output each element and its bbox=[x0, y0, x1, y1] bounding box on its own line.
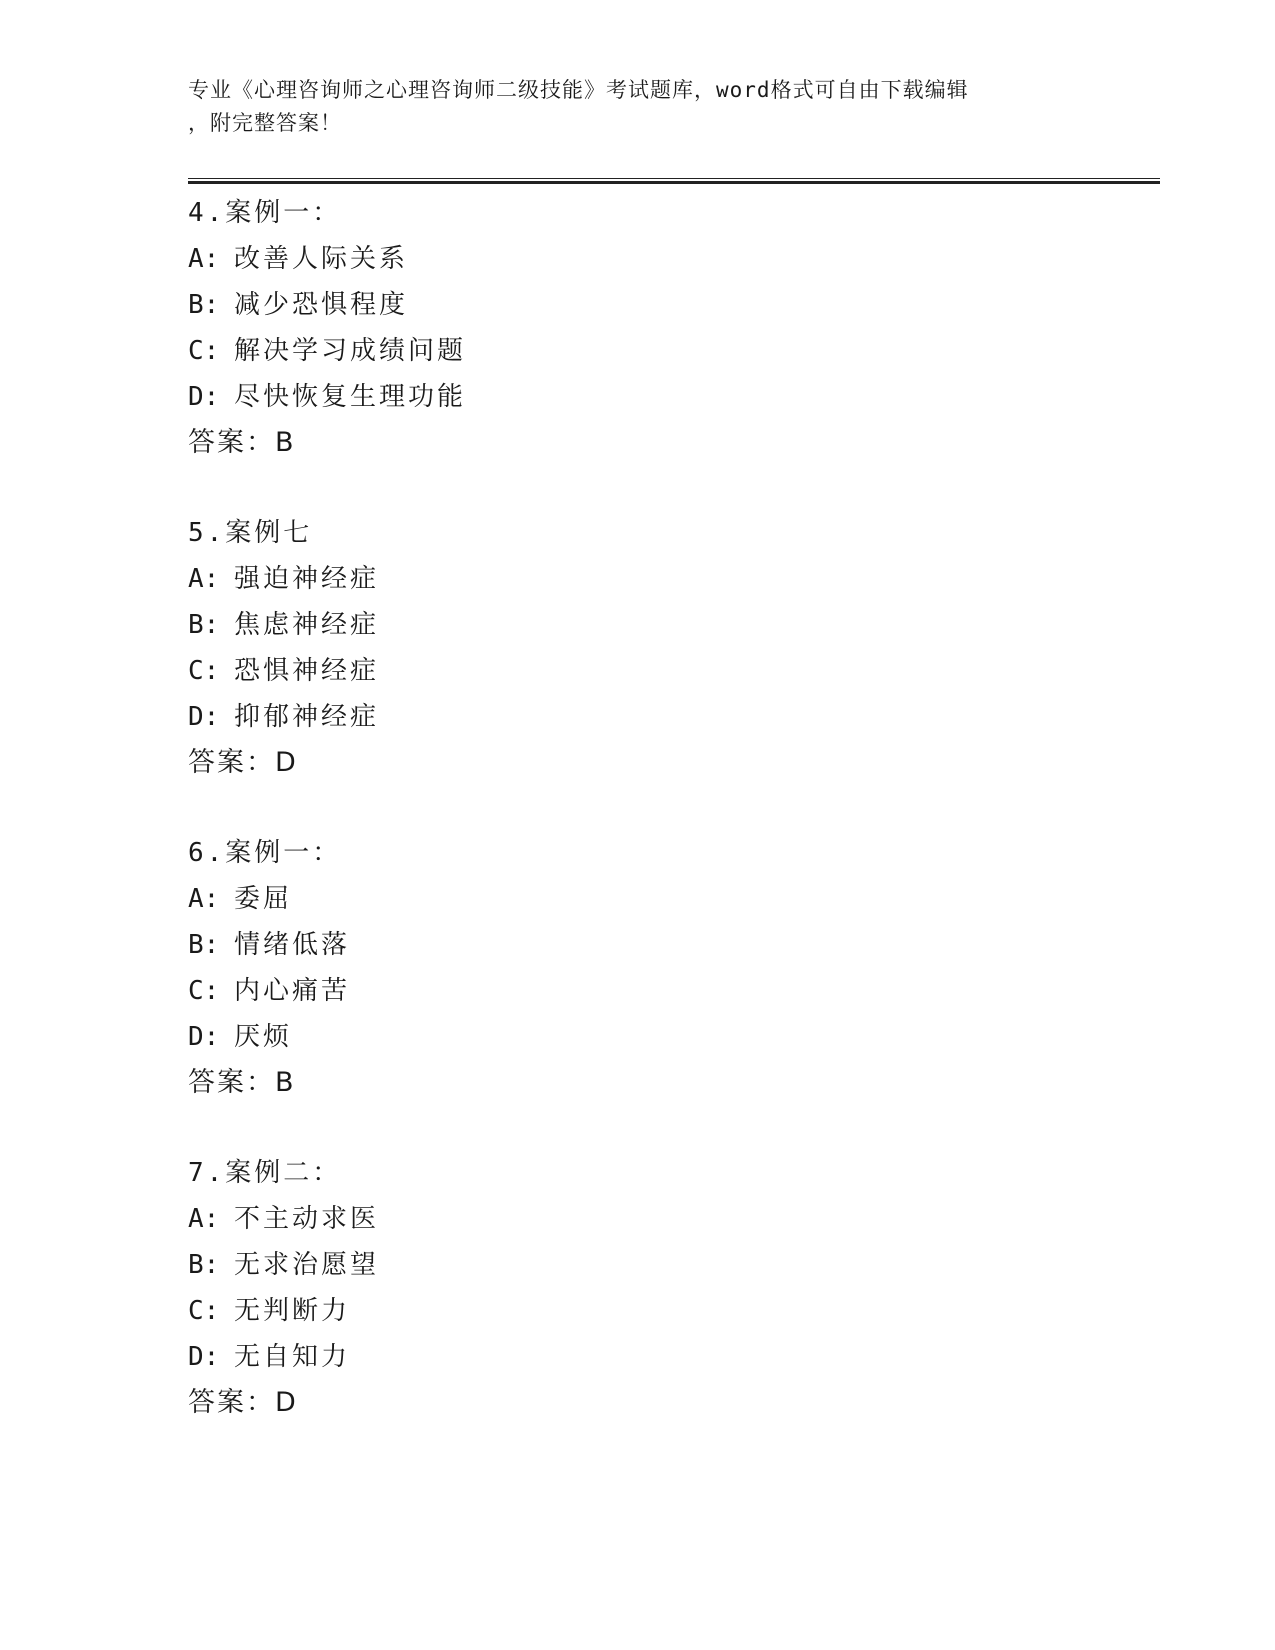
option-a bbox=[188, 876, 466, 922]
option-letter: B: bbox=[188, 930, 220, 960]
option-c bbox=[188, 1288, 466, 1334]
option-letter: C: bbox=[188, 1296, 220, 1326]
option-text: 无判断力 bbox=[234, 1296, 351, 1326]
option-letter: D: bbox=[188, 1022, 220, 1052]
option-a bbox=[188, 1196, 466, 1242]
option-text: 改善人际关系 bbox=[234, 244, 409, 274]
option-b bbox=[188, 1242, 466, 1288]
question-5 bbox=[188, 510, 466, 786]
option-text: 内心痛苦 bbox=[234, 976, 351, 1006]
option-b bbox=[188, 282, 466, 328]
option-text: 焦虑神经症 bbox=[234, 610, 380, 640]
header-divider-thin bbox=[188, 178, 1160, 179]
option-letter: A: bbox=[188, 244, 220, 274]
option-letter: B: bbox=[188, 290, 220, 320]
header-line-2: ，附完整答案！ bbox=[188, 111, 342, 135]
option-letter: D: bbox=[188, 382, 220, 412]
question-title: 5.案例七 bbox=[188, 518, 313, 548]
document-header bbox=[188, 74, 1088, 140]
question-list bbox=[188, 190, 466, 1470]
option-d bbox=[188, 1014, 466, 1060]
option-letter: B: bbox=[188, 610, 220, 640]
option-c bbox=[188, 328, 466, 374]
option-text: 不主动求医 bbox=[234, 1204, 380, 1234]
question-6 bbox=[188, 830, 466, 1106]
option-text: 抑郁神经症 bbox=[234, 702, 380, 732]
option-d bbox=[188, 694, 466, 740]
option-c bbox=[188, 648, 466, 694]
option-letter: C: bbox=[188, 976, 220, 1006]
option-letter: D: bbox=[188, 1342, 220, 1372]
option-text: 解决学习成绩问题 bbox=[234, 336, 467, 366]
answer-line: 答案：B bbox=[188, 427, 296, 458]
question-7 bbox=[188, 1150, 466, 1426]
option-letter: A: bbox=[188, 884, 220, 914]
option-text: 减少恐惧程度 bbox=[234, 290, 409, 320]
option-letter: C: bbox=[188, 656, 220, 686]
answer-line: 答案：D bbox=[188, 1387, 298, 1418]
option-letter: C: bbox=[188, 336, 220, 366]
option-text: 无自知力 bbox=[234, 1342, 351, 1372]
header-divider-thick bbox=[188, 181, 1160, 184]
option-d bbox=[188, 1334, 466, 1380]
answer-line: 答案：B bbox=[188, 1067, 296, 1098]
option-a bbox=[188, 556, 466, 602]
question-title: 7.案例二： bbox=[188, 1158, 342, 1188]
option-text: 厌烦 bbox=[234, 1022, 293, 1052]
answer-line: 答案：D bbox=[188, 747, 298, 778]
option-text: 尽快恢复生理功能 bbox=[234, 382, 467, 412]
option-text: 委屈 bbox=[234, 884, 293, 914]
option-letter: B: bbox=[188, 1250, 220, 1280]
question-4 bbox=[188, 190, 466, 466]
option-text: 强迫神经症 bbox=[234, 564, 380, 594]
question-title: 4.案例一： bbox=[188, 198, 342, 228]
option-letter: A: bbox=[188, 1204, 220, 1234]
option-text: 无求治愿望 bbox=[234, 1250, 380, 1280]
option-d bbox=[188, 374, 466, 420]
option-b bbox=[188, 922, 466, 968]
option-letter: A: bbox=[188, 564, 220, 594]
option-letter: D: bbox=[188, 702, 220, 732]
option-text: 恐惧神经症 bbox=[234, 656, 380, 686]
option-b bbox=[188, 602, 466, 648]
option-a bbox=[188, 236, 466, 282]
option-c bbox=[188, 968, 466, 1014]
question-title: 6.案例一： bbox=[188, 838, 342, 868]
option-text: 情绪低落 bbox=[234, 930, 351, 960]
header-line-1: 专业《心理咨询师之心理咨询师二级技能》考试题库，word格式可自由下载编辑 bbox=[188, 78, 969, 102]
